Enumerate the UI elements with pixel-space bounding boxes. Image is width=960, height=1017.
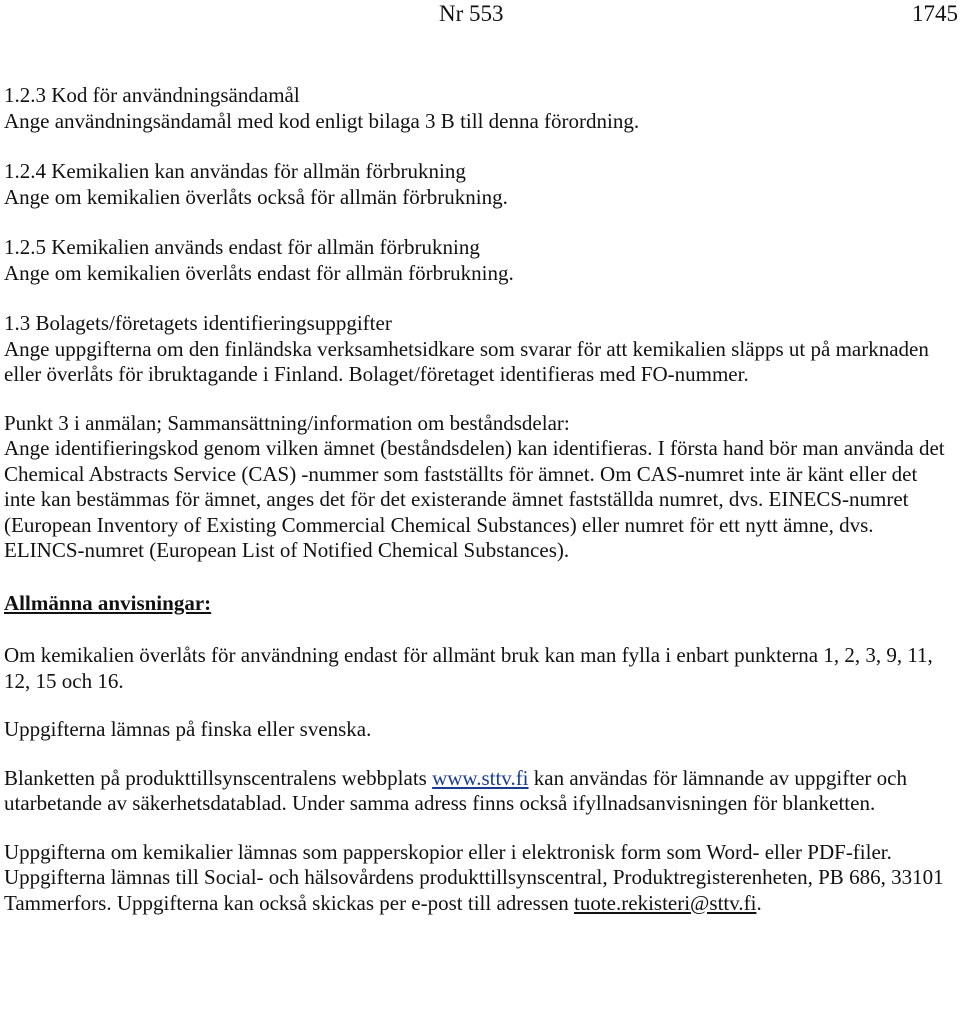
general-instructions-heading: Allmänna anvisningar: — [4, 590, 212, 615]
paragraph-language: Uppgifterna lämnas på finska eller svenska. — [4, 717, 372, 741]
paragraph-text: Blanketten på produkttillsynscentralens webbplats — [4, 765, 433, 790]
section-text: Ange uppgifterna om den finländska verksamhetsidkare som svarar för att kemikalien släpps ut på marknaden eller överlåts för ibruktagande i Finland. Bolaget/företaget identifieras med FO-nummer. — [4, 336, 929, 386]
paragraph-text: kan användas för lämnande av uppgifter och utarbetande av säkerhetsdatablad. Under samma adress finns också ifyllnadsanvisningen för blanketten. — [4, 765, 907, 815]
email-link[interactable]: tuote.rekisteri@sttv.fi — [574, 890, 757, 915]
section-1-2-4 — [4, 159, 954, 210]
document-body — [4, 83, 954, 916]
page-header — [0, 0, 960, 28]
paragraph-submission — [4, 840, 954, 917]
section-1-2-5 — [4, 235, 954, 286]
section-text: Ange identifieringskod genom vilken ämnet (beståndsdelen) kan identifieras. I första hand bör man använda det Chemical Abstracts Service (CAS) -nummer som fastställts för ämnet. Om CAS-numret inte är känt eller det inte kan bestämmas för ämnet, anges det för det existerande ämnet fastställda numret, dvs. EINECS-numret (European Inventory of Existing Commercial Chemical Substances) eller numret för ett nytt ämne, dvs. ELINCS-numret (European List of Notified Chemical Substances). — [4, 436, 945, 562]
paragraph-form-website — [4, 766, 954, 817]
section-title: 1.3 Bolagets/företagets identifieringsuppgifter — [4, 311, 392, 335]
page-number: 1745 — [912, 1, 958, 26]
section-text: Ange om kemikalien överlåts också för allmän förbrukning. — [4, 184, 508, 209]
website-link[interactable]: www.sttv.fi — [432, 765, 529, 790]
section-title: 1.2.4 Kemikalien kan användas för allmän förbrukning — [4, 159, 466, 183]
section-punkt-3 — [4, 411, 954, 564]
section-text: Ange om kemikalien överlåts endast för allmän förbrukning. — [4, 260, 514, 285]
section-1-3 — [4, 311, 954, 388]
header-title: Nr 553 — [439, 1, 504, 26]
paragraph-text: Uppgifterna om kemikalier lämnas som papperskopior eller i elektronisk form som Word- eller PDF-filer. Uppgifterna lämnas till Social- och hälsovårdens produkttillsynscentral, Produktregisterenheten, PB 686, 33101 Tammerfors. Uppgifterna kan också skickas per e-post till adressen — [4, 839, 944, 915]
paragraph-text: . — [756, 890, 762, 915]
section-1-2-3 — [4, 83, 954, 134]
section-title: 1.2.3 Kod för användningsändamål — [4, 83, 300, 107]
paragraph-public-use: Om kemikalien överlåts för användning endast för allmänt bruk kan man fylla i enbart punkterna 1, 2, 3, 9, 11, 12, 15 och 16. — [4, 643, 933, 693]
section-title: 1.2.5 Kemikalien används endast för allmän förbrukning — [4, 235, 480, 259]
section-title: Punkt 3 i anmälan; Sammansättning/information om beståndsdelar: — [4, 410, 570, 435]
section-text: Ange användningsändamål med kod enligt bilaga 3 B till denna förordning. — [4, 108, 640, 133]
